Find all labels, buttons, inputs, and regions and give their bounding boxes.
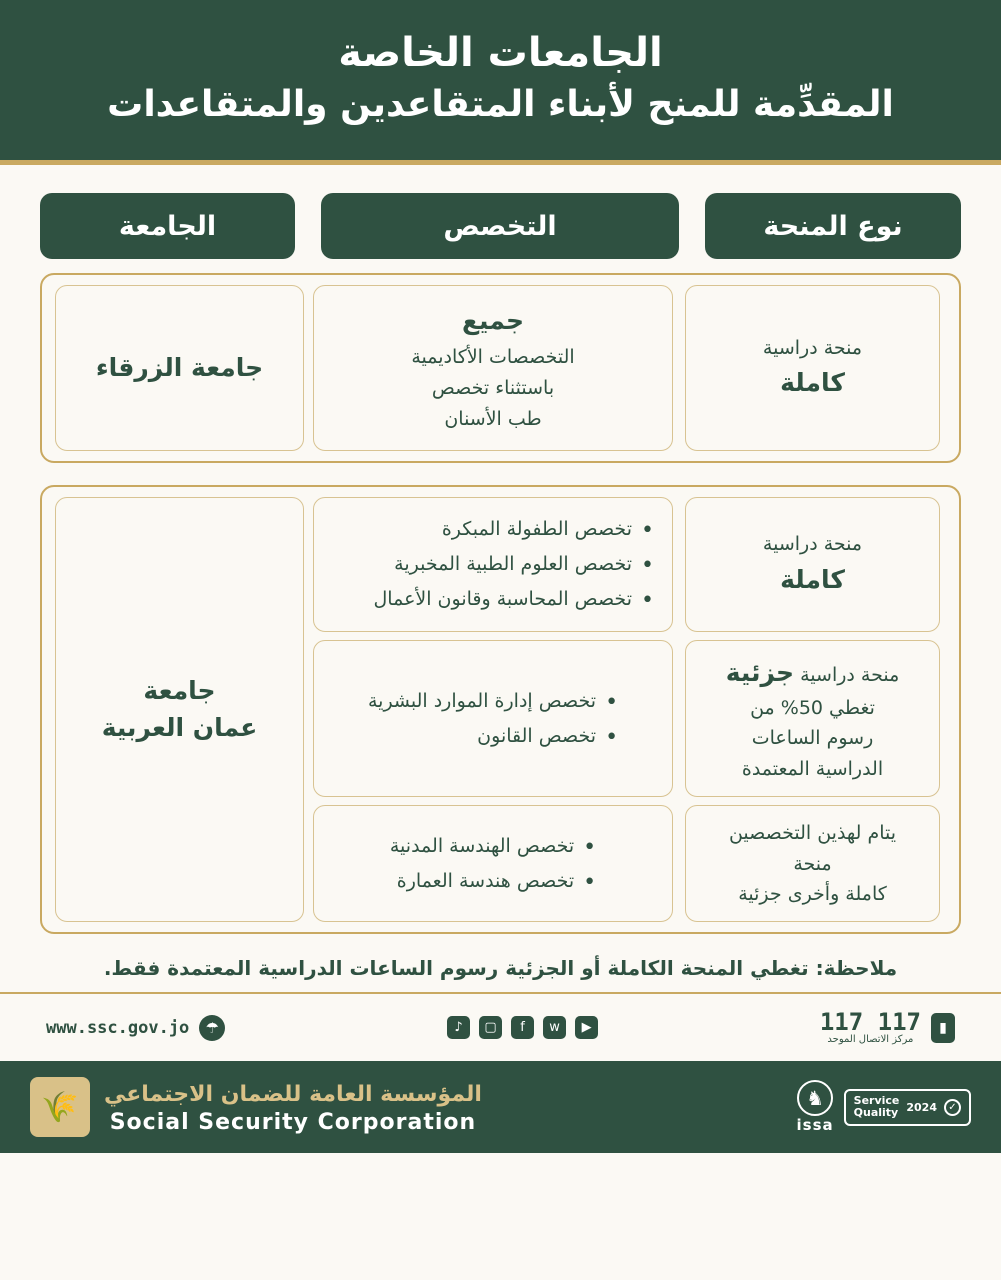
major-bullet-list <box>332 512 654 617</box>
page-title-line2: المقدِّمة للمنح لأبناء المتقاعدين والمتقاعدات <box>107 84 894 125</box>
phone-number: 117 117 <box>819 1008 921 1037</box>
table-row <box>313 640 949 797</box>
table-row <box>313 285 949 450</box>
grant-type-cell <box>685 805 940 922</box>
university-name-line1: جامعة <box>143 676 216 706</box>
university-name: جامعة الزرقاء <box>55 285 304 450</box>
grant-type-first-line <box>726 653 900 693</box>
grant-type-emphasis: كاملة <box>780 368 845 398</box>
check-icon: ✓ <box>944 1099 961 1116</box>
grant-type-cell <box>685 497 940 632</box>
grant-type-emphasis: جزئية <box>725 658 795 688</box>
tiktok-icon[interactable]: ♪ <box>447 1016 470 1039</box>
brand-name-english: Social Security Corporation <box>109 1109 477 1135</box>
major-cell <box>313 640 673 797</box>
footer-brand-bar <box>0 1061 1001 1153</box>
footnote: ملاحظة: تغطي المنحة الكاملة أو الجزئية رسوم الساعات الدراسية المعتمدة فقط. <box>103 956 898 981</box>
issa-globe-icon: ♞ <box>797 1080 833 1116</box>
badge-line1: Service <box>853 1093 900 1107</box>
university-block <box>40 485 961 935</box>
major-line: التخصصات الأكاديمية <box>411 345 575 368</box>
issa-label: issa <box>796 1116 834 1135</box>
major-cell <box>313 805 673 922</box>
grant-type-line: يتام لهذين التخصصين <box>728 822 897 845</box>
table-row <box>313 805 949 922</box>
grant-type-line: تغطي 50% من <box>750 697 875 720</box>
list-item: • تخصص الطفولة المبكرة <box>332 512 654 547</box>
page-title-line1: الجامعات الخاصة <box>338 30 663 76</box>
list-item: • تخصص القانون <box>368 719 618 754</box>
website-link[interactable] <box>46 1015 225 1041</box>
column-header-major: التخصص <box>321 193 679 259</box>
university-block <box>40 273 961 462</box>
wheat-logo-icon: 🌾 <box>30 1077 90 1137</box>
major-bullet-list <box>368 684 618 754</box>
major-bullet-list <box>390 829 596 899</box>
list-item: • تخصص العلوم الطبية المخبرية <box>332 547 654 582</box>
youtube-icon[interactable]: ▶ <box>575 1016 598 1039</box>
grant-type-line: منحة <box>793 852 832 875</box>
globe-icon: ☂ <box>199 1015 225 1041</box>
grant-type-emphasis: كاملة <box>780 564 845 594</box>
grants-table <box>0 259 1001 934</box>
brand-name-arabic: المؤسسة العامة للضمان الاجتماعي <box>104 1082 482 1108</box>
university-name-line2: عمان العربية <box>101 712 258 742</box>
major-cell <box>313 285 673 450</box>
call-center <box>820 1010 955 1045</box>
list-item: • تخصص إدارة الموارد البشرية <box>368 684 618 719</box>
major-line: طب الأسنان <box>444 408 542 431</box>
grant-type-prefix: منحة دراسية <box>800 664 900 687</box>
phone-caption: مركز الاتصال الموحد <box>827 1034 914 1046</box>
column-headers <box>0 165 1001 259</box>
list-item: • تخصص الهندسة المدنية <box>390 829 596 864</box>
grant-type-line: منحة دراسية <box>762 336 863 359</box>
list-item: • تخصص المحاسبة وقانون الأعمال <box>332 582 654 617</box>
table-row <box>313 497 949 632</box>
badge-line2: Quality <box>853 1106 899 1120</box>
service-quality-badge <box>844 1089 971 1126</box>
university-rows <box>313 285 949 450</box>
social-links <box>447 1016 598 1039</box>
grant-type-line: رسوم الساعات <box>751 727 874 750</box>
major-heading: جميع <box>461 306 525 336</box>
organization-brand <box>30 1077 482 1137</box>
list-item: • تخصص هندسة العمارة <box>390 864 596 899</box>
issa-certification <box>797 1080 971 1134</box>
column-header-university: الجامعة <box>40 193 295 259</box>
university-name <box>55 497 304 923</box>
column-header-grant-type: نوع المنحة <box>705 193 961 259</box>
instagram-icon[interactable]: ▢ <box>479 1016 502 1039</box>
major-line: باستثناء تخصص <box>431 376 555 399</box>
twitter-icon[interactable]: w <box>543 1016 566 1039</box>
facebook-icon[interactable]: f <box>511 1016 534 1039</box>
grant-type-line: كاملة وأخرى جزئية <box>738 883 887 906</box>
badge-year: 2024 <box>906 1100 937 1114</box>
grant-type-line: منحة دراسية <box>762 533 863 556</box>
website-url: www.ssc.gov.jo <box>46 1017 190 1038</box>
mobile-icon: ▮ <box>931 1013 955 1043</box>
university-rows <box>313 497 949 923</box>
footer-contact-bar <box>0 994 1001 1061</box>
grant-type-line: الدراسية المعتمدة <box>741 757 884 780</box>
page-header <box>0 0 1001 165</box>
grant-type-cell <box>685 285 940 450</box>
major-cell <box>313 497 673 632</box>
grant-type-cell <box>685 640 940 797</box>
